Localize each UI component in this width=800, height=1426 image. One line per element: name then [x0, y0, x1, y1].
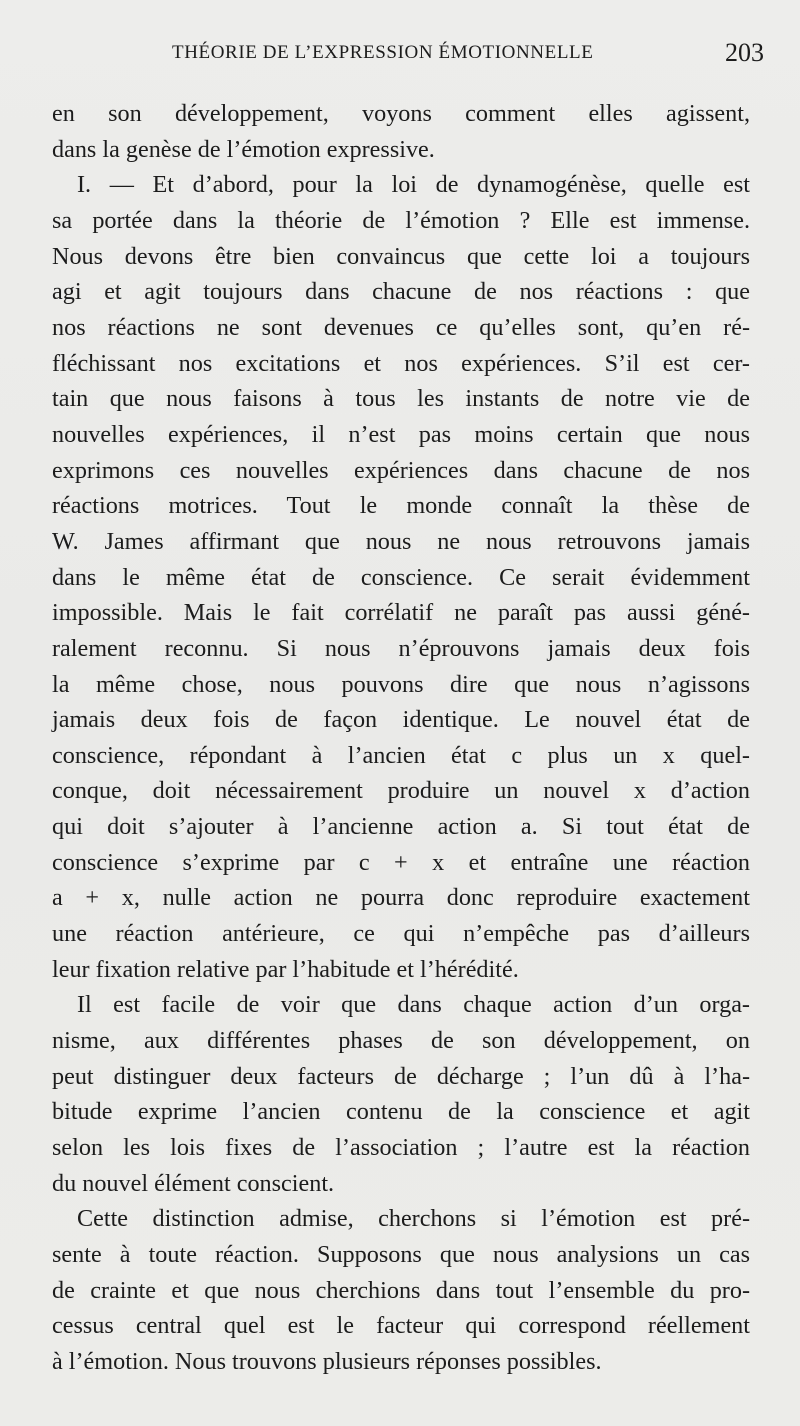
text-line: conscience, répondant à l’ancien état c plus un x quel- — [52, 741, 750, 769]
text-line: qui doit s’ajouter à l’ancienne action a. Si tout état de — [52, 813, 750, 841]
text-line: dans la genèse de l’émotion expressive. — [52, 135, 435, 163]
text-line: la même chose, nous pouvons dire que nous n’agissons — [52, 670, 750, 698]
text-line: à l’émotion. Nous trouvons plusieurs réponses possibles. — [52, 1347, 602, 1375]
text-line: tain que nous faisons à tous les instants de notre vie de — [52, 385, 750, 413]
text-line: conque, doit nécessairement produire un nouvel x d’action — [52, 777, 750, 805]
text-line: sa portée dans la théorie de l’émotion ? Elle est immense. — [52, 206, 750, 234]
text-line: impossible. Mais le fait corrélatif ne paraît pas aussi géné- — [52, 599, 750, 627]
body-text — [52, 96, 750, 1380]
text-line: sente à toute réaction. Supposons que nous analysions un cas — [52, 1241, 750, 1268]
text-line: une réaction antérieure, ce qui n’empêche pas d’ailleurs — [52, 920, 750, 948]
text-line: réactions motrices. Tout le monde connaît la thèse de — [52, 492, 750, 520]
text-line: fléchissant nos excitations et nos expériences. S’il est cer- — [52, 349, 750, 377]
text-line: Cette distinction admise, cherchons si l’émotion est pré- — [77, 1205, 750, 1233]
text-line: a + x, nulle action ne pourra donc reproduire exactement — [52, 884, 750, 912]
text-line: Nous devons être bien convaincus que cette loi a toujours — [52, 242, 750, 270]
text-line: I. — Et d’abord, pour la loi de dynamogénèse, quelle est — [77, 171, 750, 199]
text-line: W. James affirmant que nous ne nous retrouvons jamais — [52, 527, 750, 555]
paragraph — [52, 1201, 750, 1379]
text-line: du nouvel élément conscient. — [52, 1169, 335, 1197]
text-line: exprimons ces nouvelles expériences dans chacune de nos — [52, 456, 750, 484]
text-line: bitude exprime l’ancien contenu de la conscience et agit — [52, 1098, 750, 1126]
text-line: selon les lois fixes de l’association ; l’autre est la réaction — [52, 1134, 750, 1162]
paragraph — [52, 167, 750, 987]
text-line: conscience s’exprime par c + x et entraîne une réaction — [52, 848, 750, 876]
text-line: cessus central quel est le facteur qui correspond réellement — [52, 1312, 750, 1340]
text-line: agi et agit toujours dans chacune de nos réactions : que — [52, 278, 750, 306]
page-number: 203 — [725, 38, 764, 67]
text-line: jamais deux fois de façon identique. Le nouvel état de — [52, 706, 750, 734]
text-line: Il est facile de voir que dans chaque action d’un orga- — [77, 991, 750, 1019]
text-line: en son développement, voyons comment elles agissent, — [52, 100, 750, 127]
text-line: peut distinguer deux facteurs de décharge ; l’un dû à l’ha- — [52, 1062, 750, 1090]
text-line: de crainte et que nous cherchions dans tout l’ensemble du pro- — [52, 1276, 750, 1304]
paragraph — [52, 987, 750, 1201]
text-line: ralement reconnu. Si nous n’éprouvons jamais deux fois — [52, 634, 750, 662]
text-line: leur fixation relative par l’habitude et l’hérédité. — [52, 955, 519, 983]
text-line: nos réactions ne sont devenues ce qu’elles sont, qu’en ré- — [52, 313, 750, 341]
paragraph — [52, 96, 750, 167]
text-line: nouvelles expériences, il n’est pas moins certain que nous — [52, 420, 750, 448]
text-line: nisme, aux différentes phases de son développement, on — [52, 1027, 750, 1055]
running-title: THÉORIE DE L’EXPRESSION ÉMOTIONNELLE — [172, 42, 594, 63]
text-line: dans le même état de conscience. Ce serait évidemment — [52, 563, 750, 591]
page-header — [0, 38, 800, 76]
